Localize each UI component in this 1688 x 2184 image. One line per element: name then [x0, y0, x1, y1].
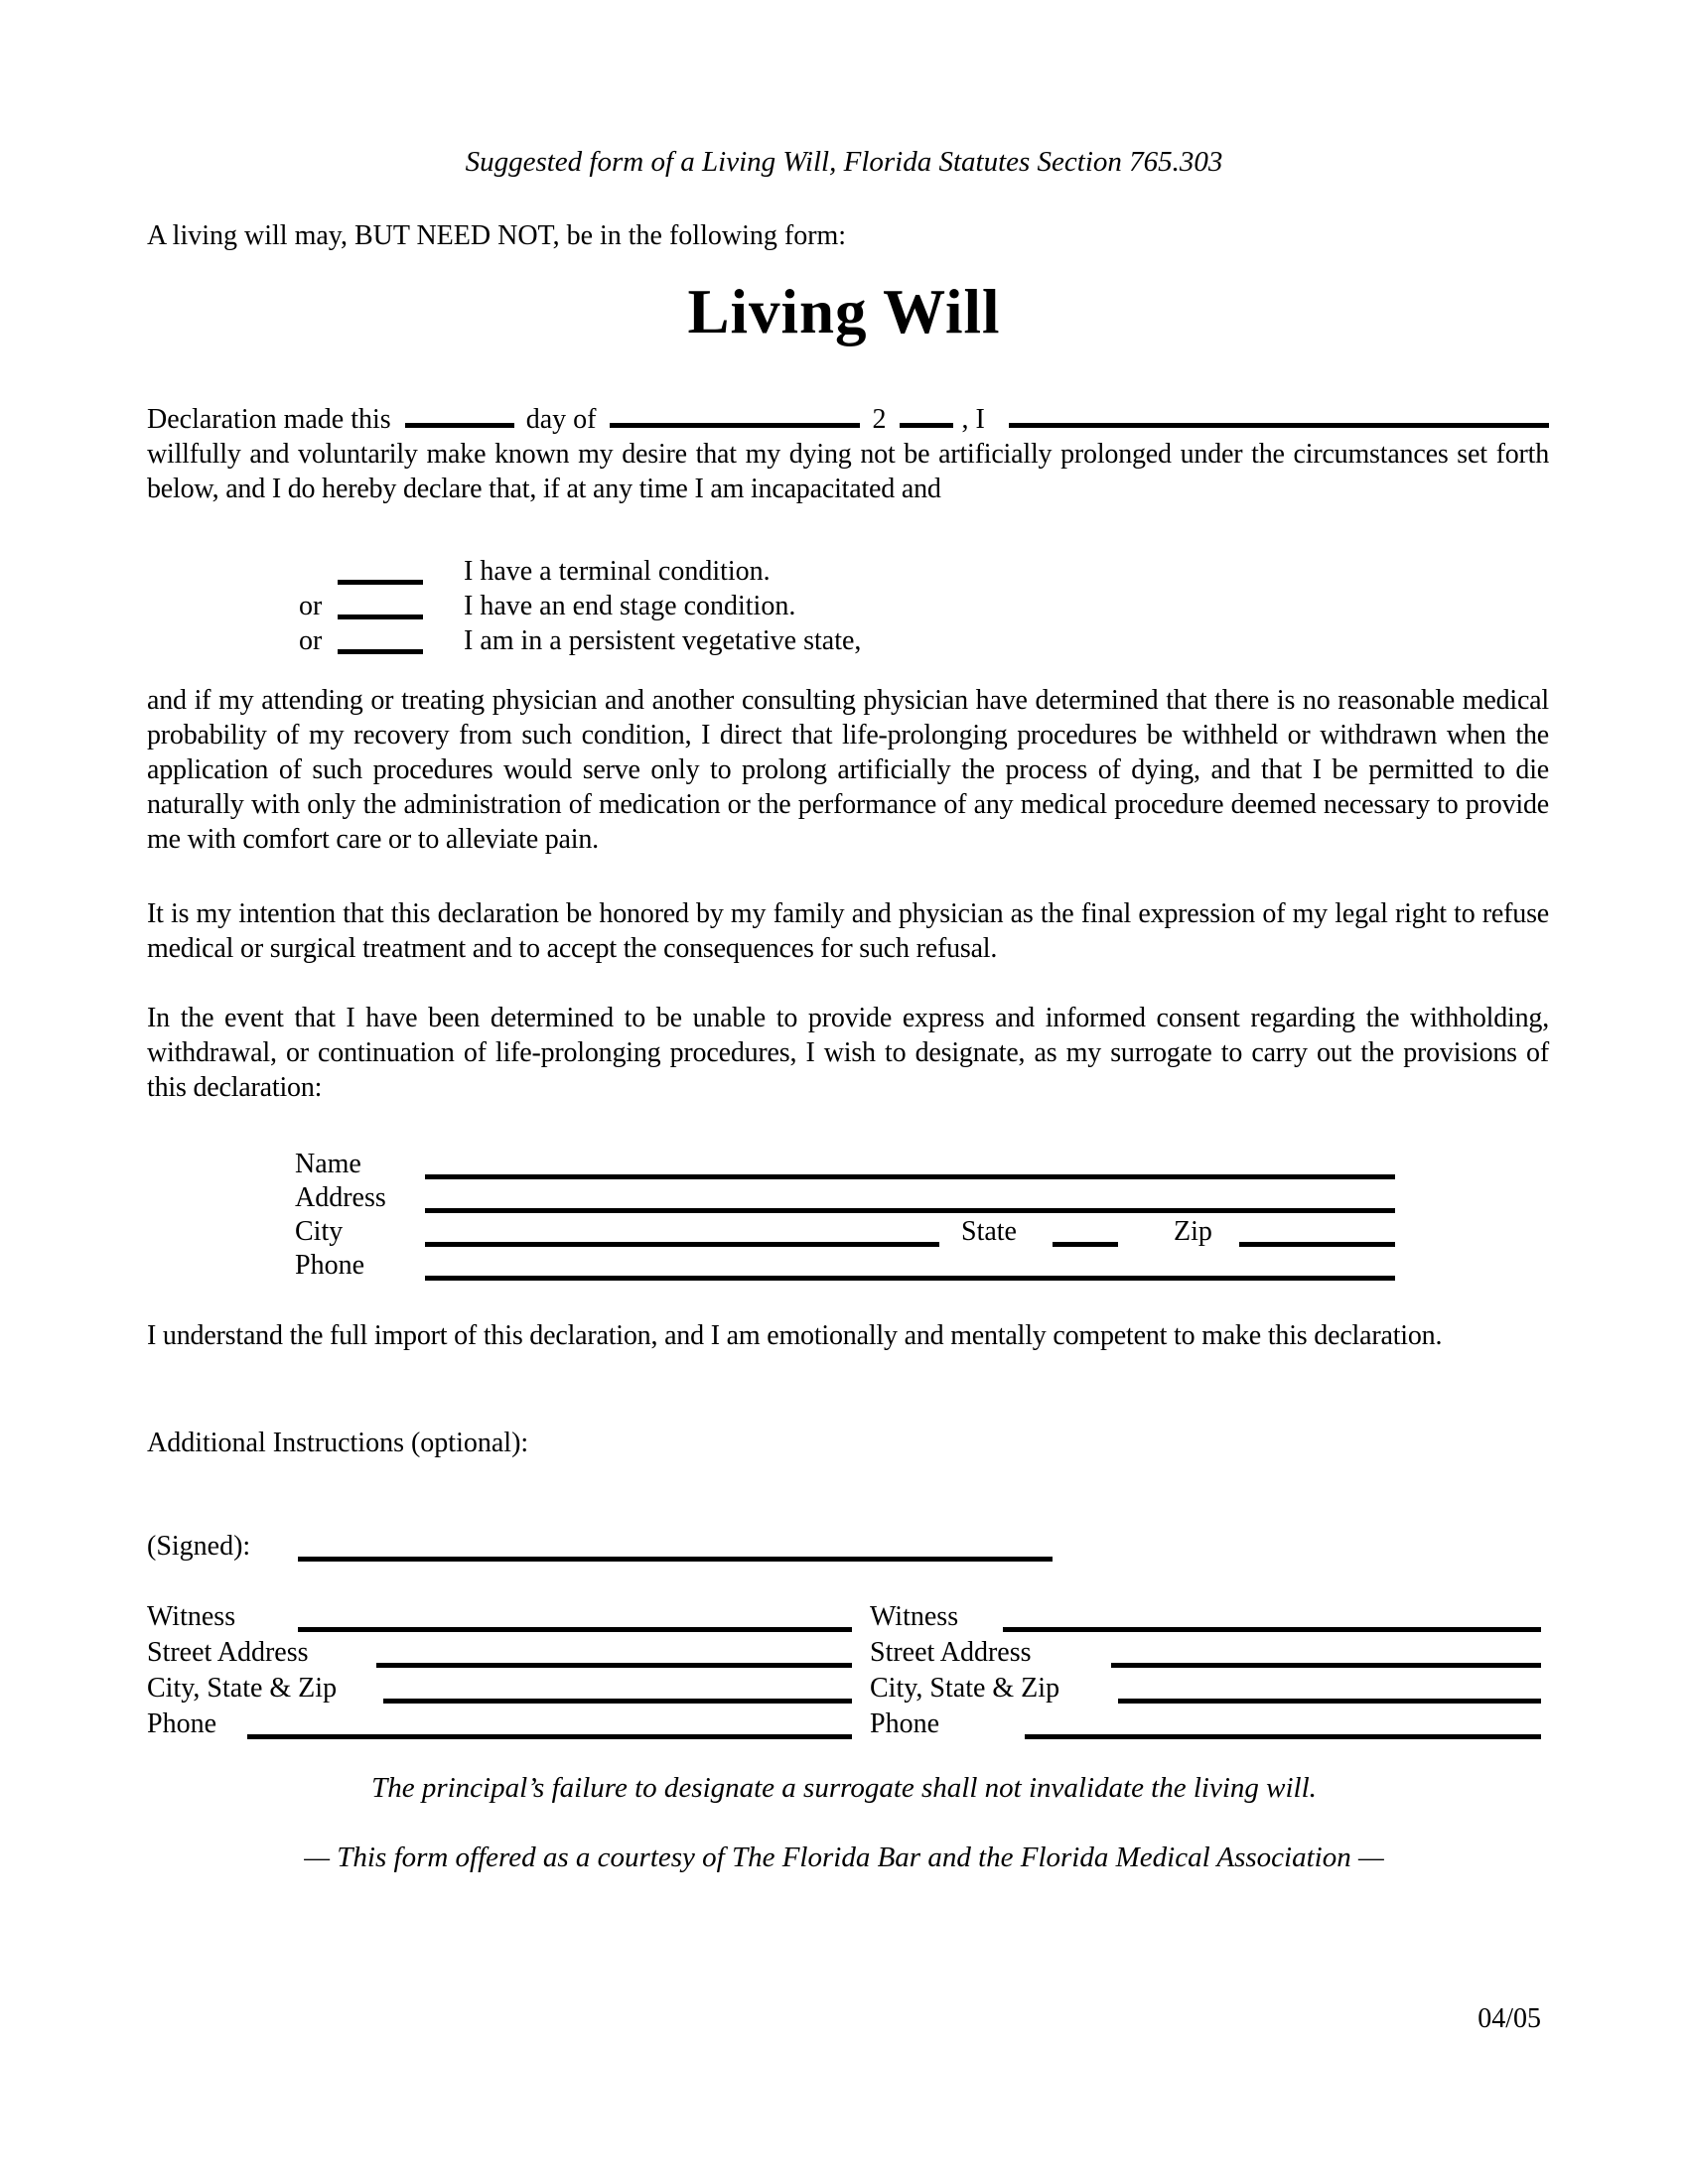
additional-instructions-label: Additional Instructions (optional):: [147, 1428, 529, 1458]
condition-label-terminal: I have a terminal condition.: [464, 556, 771, 587]
condition-or-label-3: or: [299, 625, 323, 656]
declarant-name-field[interactable]: [1009, 414, 1549, 428]
surrogate-state-field[interactable]: [1053, 1242, 1118, 1247]
intention-paragraph: It is my intention that this declaration be honored by my family and physician as the final expression of my legal right to refuse medical or surgical treatment and to accept the consequences for such refusal.: [147, 898, 1549, 964]
condition-or-label-2: or: [299, 591, 323, 621]
surrogate-phone-label: Phone: [295, 1250, 364, 1281]
surrogate-name-field[interactable]: [425, 1174, 1395, 1179]
declaration-text-made-this: Declaration made this: [147, 404, 391, 435]
declaration-paragraph: [147, 402, 1549, 506]
surrogate-address-field[interactable]: [425, 1208, 1395, 1213]
surrogate-state-label: State: [961, 1216, 1017, 1247]
surrogate-zip-label: Zip: [1174, 1216, 1212, 1247]
courtesy-note: — This form offered as a courtesy of The Florida Bar and the Florida Medical Association —: [304, 1842, 1384, 1873]
declaration-text-comma-i: , I: [961, 404, 985, 435]
surrogate-address-label: Address: [295, 1182, 386, 1213]
intro-text: A living will may, BUT NEED NOT, be in the following form:: [147, 220, 847, 251]
surrogate-phone-field[interactable]: [425, 1276, 1395, 1281]
witness1-label: Witness: [147, 1601, 236, 1632]
condition-row-vegetative: [147, 623, 1549, 658]
competence-paragraph: I understand the full import of this declaration, and I am emotionally and mentally competent to make this declaration.: [147, 1320, 1443, 1351]
surrogate-city-label: City: [295, 1216, 344, 1247]
witness2-label: Witness: [870, 1601, 959, 1632]
witness1-street-label: Street Address: [147, 1637, 309, 1668]
condition-row-terminal: [147, 554, 1549, 589]
witness2-signature-field[interactable]: [1003, 1627, 1541, 1632]
witness1-phone-label: Phone: [147, 1708, 216, 1739]
declaration-text-year-prefix: 2: [872, 404, 887, 435]
condition-row-end-stage: [147, 589, 1549, 623]
page-title: Living Will: [687, 277, 1001, 346]
surrogate-name-label: Name: [295, 1149, 361, 1179]
witness2-phone-label: Phone: [870, 1708, 939, 1739]
condition-list: [147, 554, 1549, 663]
declaration-text-day-of: day of: [525, 404, 597, 435]
signed-label: (Signed):: [147, 1531, 251, 1562]
day-field[interactable]: [405, 414, 514, 428]
month-field[interactable]: [610, 414, 860, 428]
declaration-continuation: willfully and voluntarily make known my desire that my dying not be artificially prolonged under the circumstances set forth below, and I do hereby declare that, if at any time I am incapacitated and: [147, 439, 1549, 504]
end-stage-condition-field[interactable]: [338, 614, 423, 619]
witness1-city-state-zip-label: City, State & Zip: [147, 1673, 338, 1704]
form-subtitle: Suggested form of a Living Will, Florida Statutes Section 765.303: [465, 146, 1223, 178]
terminal-condition-field[interactable]: [338, 580, 423, 585]
condition-label-end-stage: I have an end stage condition.: [464, 591, 796, 621]
surrogate-city-field[interactable]: [425, 1242, 939, 1247]
witness1-signature-field[interactable]: [298, 1627, 852, 1632]
witness2-city-state-zip-field[interactable]: [1118, 1699, 1541, 1704]
vegetative-state-condition-field[interactable]: [338, 649, 423, 654]
revision-code: 04/05: [1477, 2003, 1541, 2034]
witness2-phone-field[interactable]: [1025, 1734, 1541, 1739]
surrogate-intro-paragraph: In the event that I have been determined to be unable to provide express and informed consent regarding the withholding, withdrawal, or continuation of life-prolonging procedures, I wish to designate, as my surrogate to carry out the provisions of this declaration:: [147, 1003, 1549, 1103]
witness2-street-label: Street Address: [870, 1637, 1032, 1668]
witness2-city-state-zip-label: City, State & Zip: [870, 1673, 1060, 1704]
witness1-city-state-zip-field[interactable]: [383, 1699, 852, 1704]
condition-label-vegetative: I am in a persistent vegetative state,: [464, 625, 862, 656]
witness1-phone-field[interactable]: [247, 1734, 852, 1739]
witness1-street-address-field[interactable]: [376, 1663, 852, 1668]
direction-paragraph: and if my attending or treating physician and another consulting physician have determined that there is no reasonable medical probability of my recovery from such condition, I direct that life-prolonging procedures be withheld or withdrawn when the application of such procedures would serve only to prolong artificially the process of dying, and that I be permitted to die naturally with only the administration of medication or the performance of any medical procedure deemed necessary to provide me with comfort care or to alleviate pain.: [147, 685, 1549, 855]
year-field[interactable]: [900, 414, 953, 428]
surrogate-zip-field[interactable]: [1239, 1242, 1395, 1247]
declaration-lead-line: [147, 402, 1549, 437]
signature-field[interactable]: [298, 1557, 1053, 1562]
principal-note: The principal’s failure to designate a surrogate shall not invalidate the living will.: [371, 1772, 1317, 1804]
witness2-street-address-field[interactable]: [1111, 1663, 1541, 1668]
